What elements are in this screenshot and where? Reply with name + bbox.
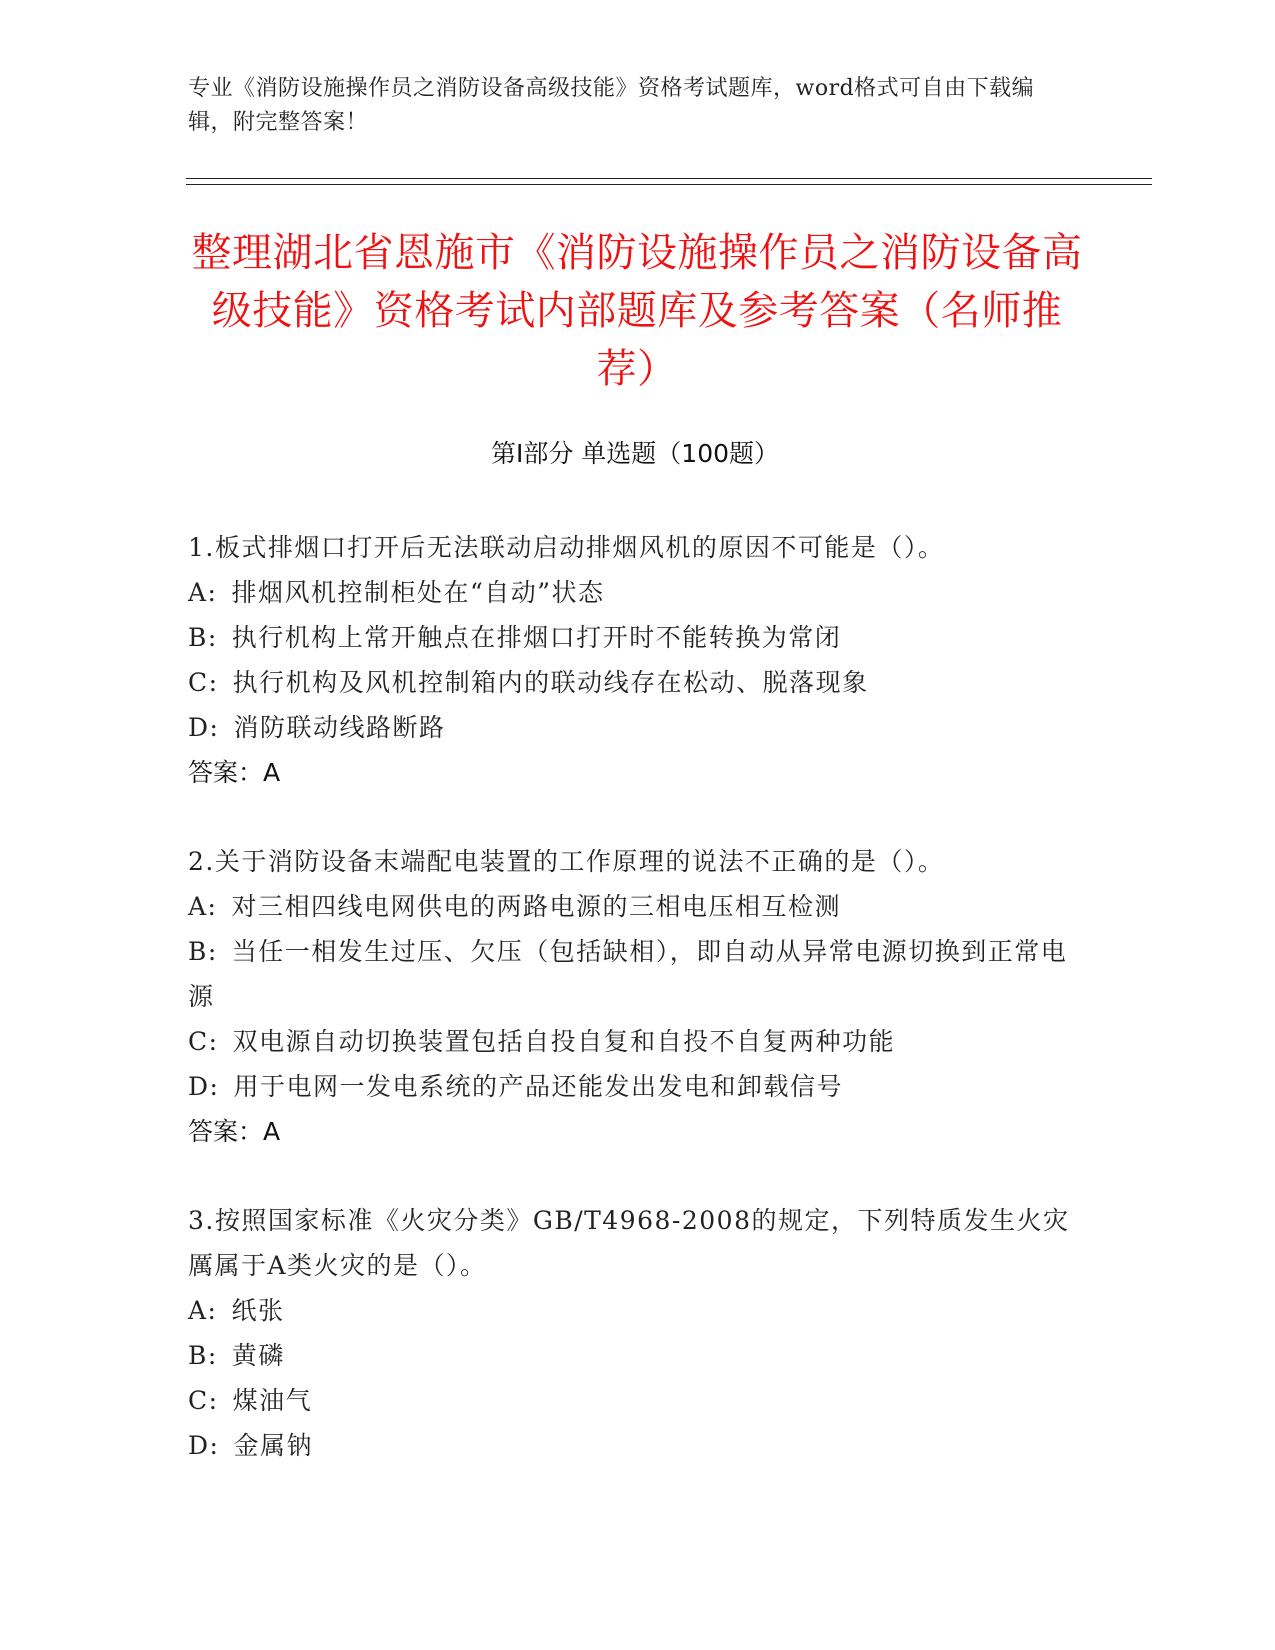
header-note: 专业《消防设施操作员之消防设备高级技能》资格考试题库，word格式可自由下载编辑，附完整答案！	[188, 76, 1035, 135]
option-text: 执行机构上常开触点在排烟口打开时不能转换为常闭	[231, 623, 842, 652]
answer-line	[188, 750, 1088, 795]
option-text: 双电源自动切换装置包括自投自复和自投不自复两种功能	[232, 1027, 896, 1056]
option-text: 当任一相发生过压、欠压（包括缺相），即自动从异常电源切换到正常电源	[188, 937, 1068, 1011]
option-d	[188, 705, 1088, 750]
option-text: 执行机构及风机控制箱内的联动线存在松动、脱落现象	[232, 668, 869, 697]
answer-value: A	[263, 1117, 281, 1146]
question-stem: 3.按照国家标准《火灾分类》GB/T4968-2008的规定，下列特质发生火灾厲属于A类火灾的是（）。	[188, 1206, 1070, 1280]
question-stem: 1.板式排烟口打开后无法联动启动排烟风机的原因不可能是（）。	[188, 533, 945, 562]
option-d	[188, 1064, 1088, 1109]
option-label: C:	[188, 668, 219, 697]
answer-line	[188, 1109, 1088, 1154]
question-stem: 2.关于消防设备末端配电装置的工作原理的说法不正确的是（）。	[188, 847, 945, 876]
option-text: 纸张	[231, 1296, 285, 1325]
option-a	[188, 570, 1088, 615]
question-2	[188, 839, 1088, 1154]
option-label: B:	[188, 1341, 218, 1370]
answer-label: 答案：	[188, 1117, 264, 1146]
option-text: 黄磷	[231, 1341, 285, 1370]
option-label: C:	[188, 1027, 219, 1056]
question-list	[188, 525, 1088, 1512]
option-a	[188, 884, 1088, 929]
option-label: C:	[188, 1386, 219, 1415]
option-label: A:	[188, 892, 218, 921]
option-b	[188, 929, 1088, 1019]
option-d	[188, 1423, 1088, 1468]
option-c	[188, 660, 1088, 705]
header-rule-top	[186, 178, 1152, 179]
option-label: A:	[188, 1296, 218, 1325]
option-label: D:	[188, 1431, 220, 1460]
option-b	[188, 615, 1088, 660]
question-1	[188, 525, 1088, 795]
answer-label: 答案：	[188, 758, 264, 787]
option-label: A:	[188, 578, 218, 607]
option-text: 煤油气	[232, 1386, 313, 1415]
option-text: 消防联动线路断路	[233, 713, 446, 742]
option-text: 用于电网一发电系统的产品还能发出发电和卸载信号	[233, 1072, 843, 1101]
answer-value: A	[263, 758, 281, 787]
option-text: 金属钠	[233, 1431, 313, 1460]
option-b	[188, 1333, 1088, 1378]
option-label: D:	[188, 713, 220, 742]
option-a	[188, 1288, 1088, 1333]
option-text: 对三相四线电网供电的两路电源的三相电压相互检测	[231, 892, 841, 921]
document-title: 整理湖北省恩施市《消防设施操作员之消防设备高级技能》资格考试内部题库及参考答案（名师推荐）	[191, 230, 1083, 392]
option-label: B:	[188, 937, 218, 966]
option-label: D:	[188, 1072, 220, 1101]
question-3	[188, 1198, 1088, 1468]
option-text: 排烟风机控制柜处在“自动”状态	[231, 578, 605, 607]
option-c	[188, 1378, 1088, 1423]
option-c	[188, 1019, 1088, 1064]
option-label: B:	[188, 623, 218, 652]
section-heading: 第I部分 单选题（100题）	[490, 439, 780, 468]
header-rule-bottom	[186, 184, 1152, 185]
